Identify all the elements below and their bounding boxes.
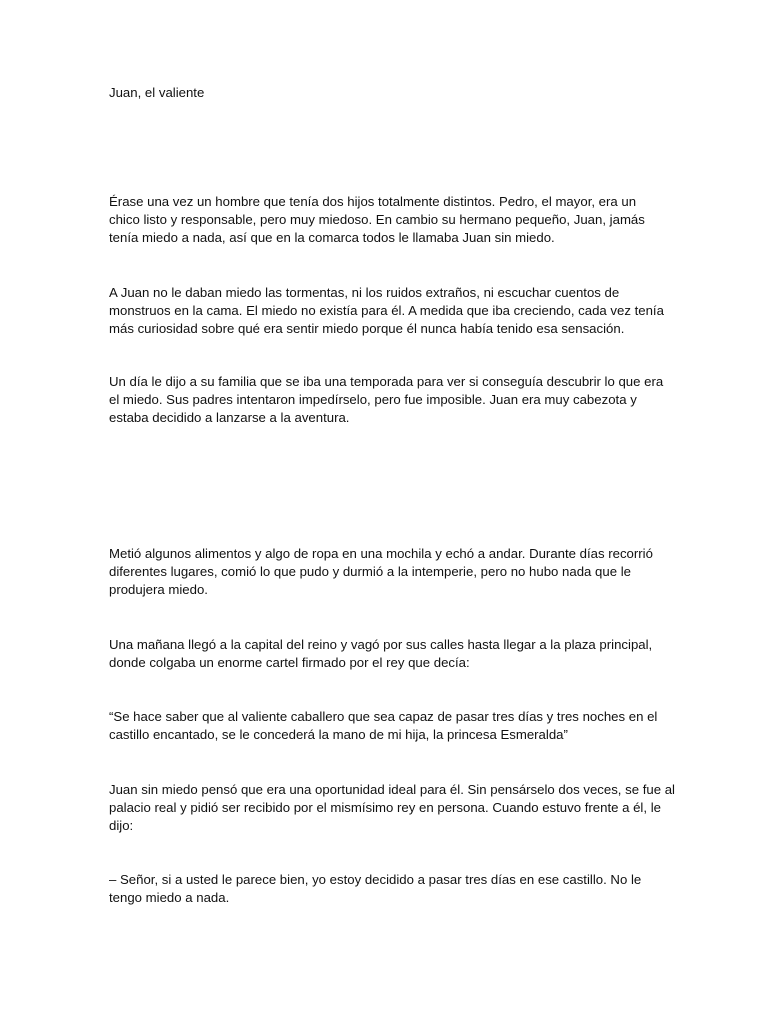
paragraph-line: tenía miedo a nada, así que en la comarca todos le llamaba Juan sin miedo. xyxy=(109,230,555,245)
paragraph-2 xyxy=(109,284,669,338)
paragraph-5 xyxy=(109,636,669,672)
paragraph-4 xyxy=(109,545,669,599)
paragraph-line: monstruos en la cama. El miedo no existía para él. A medida que iba creciendo, cada vez tenía xyxy=(109,303,664,318)
paragraph-line: Metió algunos alimentos y algo de ropa en una mochila y echó a andar. Durante días recorrió xyxy=(109,546,653,561)
paragraph-line: tengo miedo a nada. xyxy=(109,890,230,905)
paragraph-line: estaba decidido a lanzarse a la aventura. xyxy=(109,410,350,425)
paragraph-line: Juan sin miedo pensó que era una oportunidad ideal para él. Sin pensárselo dos veces, se fue al xyxy=(109,782,675,797)
document-title xyxy=(109,84,669,102)
paragraph-line: castillo encantado, se le concederá la mano de mi hija, la princesa Esmeralda” xyxy=(109,727,568,742)
paragraph-line: “Se hace saber que al valiente caballero que sea capaz de pasar tres días y tres noches en el xyxy=(109,709,658,724)
paragraph-line: el miedo. Sus padres intentaron impedírselo, pero fue imposible. Juan era muy cabezota y xyxy=(109,392,637,407)
paragraph-line: Érase una vez un hombre que tenía dos hijos totalmente distintos. Pedro, el mayor, era un xyxy=(109,194,637,209)
paragraph-1 xyxy=(109,193,669,247)
paragraph-3 xyxy=(109,373,669,427)
paragraph-line: palacio real y pidió ser recibido por el mismísimo rey en persona. Cuando estuvo frente a él, le xyxy=(109,800,661,815)
paragraph-6-quote xyxy=(109,708,669,744)
paragraph-8-dialogue xyxy=(109,871,669,907)
paragraph-line: produjera miedo. xyxy=(109,582,208,597)
paragraph-line: Una mañana llegó a la capital del reino y vagó por sus calles hasta llegar a la plaza principal, xyxy=(109,637,653,652)
paragraph-line: – Señor, si a usted le parece bien, yo estoy decidido a pasar tres días en ese castillo. No le xyxy=(109,872,642,887)
title-line: Juan, el valiente xyxy=(109,85,205,100)
paragraph-line: dijo: xyxy=(109,818,134,833)
paragraph-line: diferentes lugares, comió lo que pudo y durmió a la intemperie, pero no hubo nada que le xyxy=(109,564,631,579)
paragraph-line: más curiosidad sobre qué era sentir miedo porque él nunca había tenido esa sensación. xyxy=(109,321,625,336)
paragraph-line: Un día le dijo a su familia que se iba una temporada para ver si conseguía descubrir lo que era xyxy=(109,374,664,389)
paragraph-line: A Juan no le daban miedo las tormentas, ni los ruidos extraños, ni escuchar cuentos de xyxy=(109,285,620,300)
paragraph-7 xyxy=(109,781,675,835)
paragraph-line: chico listo y responsable, pero muy miedoso. En cambio su hermano pequeño, Juan, jamás xyxy=(109,212,645,227)
paragraph-line: donde colgaba un enorme cartel firmado por el rey que decía: xyxy=(109,655,470,670)
